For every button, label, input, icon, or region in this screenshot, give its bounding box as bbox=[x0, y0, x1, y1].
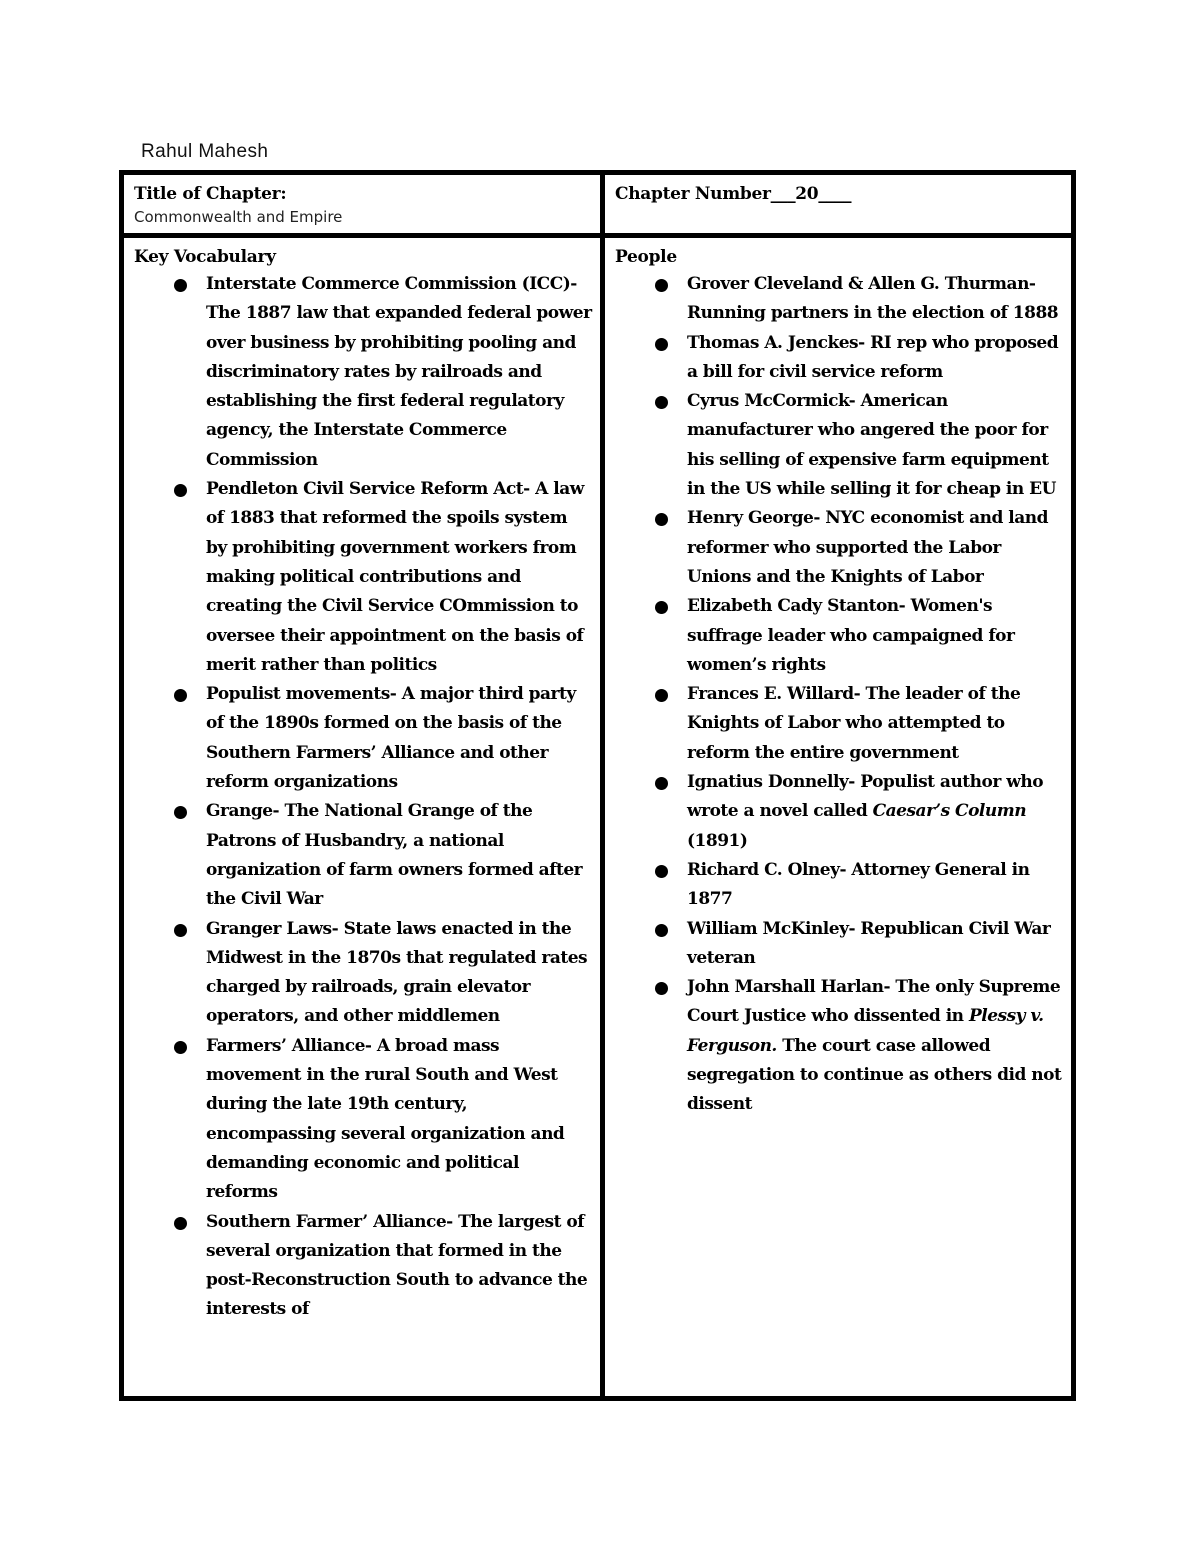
chapter-notes-table bbox=[119, 170, 1076, 1401]
vocab-item bbox=[134, 680, 601, 797]
person-item-text-after: The court case allowed segregation to continue as others did not dissent bbox=[687, 1035, 1062, 1115]
person-item-text-before: Ignatius Donnelly- Populist author who wrote a novel called bbox=[687, 772, 1044, 822]
bullet-icon bbox=[655, 513, 668, 526]
case-title: Plessy v. Ferguson. bbox=[687, 1006, 1044, 1056]
person-item-text-before: John Marshall Harlan- The only Supreme Court Justice who dissented in bbox=[687, 977, 1061, 1027]
person-item-text: William McKinley- Republican Civil War veteran bbox=[687, 918, 1051, 968]
person-item bbox=[615, 387, 1076, 504]
bullet-icon bbox=[174, 484, 187, 497]
bullet-icon bbox=[655, 982, 668, 995]
chapter-number-cell bbox=[605, 175, 1076, 234]
bullet-icon bbox=[174, 689, 187, 702]
bullet-icon bbox=[655, 865, 668, 878]
bullet-icon bbox=[655, 689, 668, 702]
bullet-icon bbox=[655, 924, 668, 937]
person-item bbox=[615, 856, 1076, 915]
bullet-icon bbox=[655, 396, 668, 409]
vocab-item-text: Pendleton Civil Service Reform Act- A law of 1883 that reformed the spoils system by prohibiting government workers from making political contributions and creating the Civil Service COmmission to oversee their appointment on the basis of merit rather than politics bbox=[206, 479, 584, 675]
person-item-text: Frances E. Willard- The leader of the Knights of Labor who attempted to reform the entire government bbox=[687, 684, 1021, 763]
person-item bbox=[615, 270, 1076, 329]
vocab-item bbox=[134, 1032, 601, 1208]
bullet-icon bbox=[655, 338, 668, 351]
student-name: Rahul Mahesh bbox=[141, 141, 269, 162]
person-item-text-after: (1891) bbox=[687, 830, 748, 851]
vocab-item-text: Farmers’ Alliance- A broad mass movement in the rural South and West during the late 19th century, encompassing several organization and demanding economic and political reforms bbox=[206, 1035, 565, 1203]
person-item-text: Thomas A. Jenckes- RI rep who proposed a bill for civil service reform bbox=[687, 332, 1059, 382]
person-item bbox=[615, 768, 1076, 856]
vocab-item-text: Southern Farmer’ Alliance- The largest of several organization that formed in the post-Reconstruction South to advance the interests of bbox=[206, 1211, 588, 1320]
vocabulary-list bbox=[134, 270, 601, 1325]
bullet-icon bbox=[174, 1041, 187, 1054]
bullet-icon bbox=[655, 777, 668, 790]
person-item-text: Henry George- NYC economist and land reformer who supported the Labor Unions and the Knights of Labor bbox=[687, 508, 1049, 587]
people-list bbox=[615, 270, 1076, 1120]
vocab-item-text: Populist movements- A major third party of the 1890s formed on the basis of the Southern Farmers’ Alliance and other reform organizations bbox=[206, 684, 576, 793]
person-item bbox=[615, 592, 1076, 680]
bullet-icon bbox=[174, 924, 187, 937]
people-cell bbox=[605, 238, 1076, 1401]
vocab-item-text: Grange- The National Grange of the Patrons of Husbandry, a national organization of farm owners formed after the Civil War bbox=[206, 801, 583, 910]
bullet-icon bbox=[174, 279, 187, 292]
person-item bbox=[615, 915, 1076, 974]
vocab-item bbox=[134, 797, 601, 914]
person-item bbox=[615, 329, 1076, 388]
vocab-item bbox=[134, 270, 601, 475]
book-title: Caesar’s Column bbox=[872, 801, 1027, 822]
people-heading: People bbox=[615, 247, 677, 267]
vocab-item-text: Granger Laws- State laws enacted in the Midwest in the 1870s that regulated rates charged by railroads, grain elevator operators, and other middlemen bbox=[206, 918, 588, 1027]
vocab-item bbox=[134, 1208, 601, 1325]
key-vocabulary-cell bbox=[124, 238, 601, 1401]
vocab-item-text: Interstate Commerce Commission (ICC)- The 1887 law that expanded federal power over business by prohibiting pooling and discriminatory rates by railroads and establishing the first federal regulatory agency, the Interstate Commerce Commission bbox=[206, 274, 592, 470]
chapter-number-label: Chapter Number___20____ bbox=[615, 184, 852, 204]
person-item bbox=[615, 973, 1076, 1119]
person-item-text: Elizabeth Cady Stanton- Women's suffrage leader who campaigned for women’s rights bbox=[687, 596, 1015, 675]
chapter-title-cell bbox=[124, 175, 601, 234]
bullet-icon bbox=[655, 601, 668, 614]
person-item-text: Cyrus McCormick- American manufacturer who angered the poor for his selling of expensive farm equipment in the US while selling it for cheap in EU bbox=[687, 391, 1056, 500]
bullet-icon bbox=[655, 279, 668, 292]
vocab-item bbox=[134, 475, 601, 680]
key-vocabulary-heading: Key Vocabulary bbox=[134, 247, 276, 267]
bullet-icon bbox=[174, 1217, 187, 1230]
vocab-item bbox=[134, 915, 601, 1032]
chapter-title-label: Title of Chapter: bbox=[134, 184, 287, 204]
person-item bbox=[615, 504, 1076, 592]
person-item bbox=[615, 680, 1076, 768]
chapter-title-value: Commonwealth and Empire bbox=[134, 208, 343, 226]
bullet-icon bbox=[174, 806, 187, 819]
person-item-text: Grover Cleveland & Allen G. Thurman- Running partners in the election of 1888 bbox=[687, 274, 1059, 324]
person-item-text: Richard C. Olney- Attorney General in 1877 bbox=[687, 859, 1030, 910]
